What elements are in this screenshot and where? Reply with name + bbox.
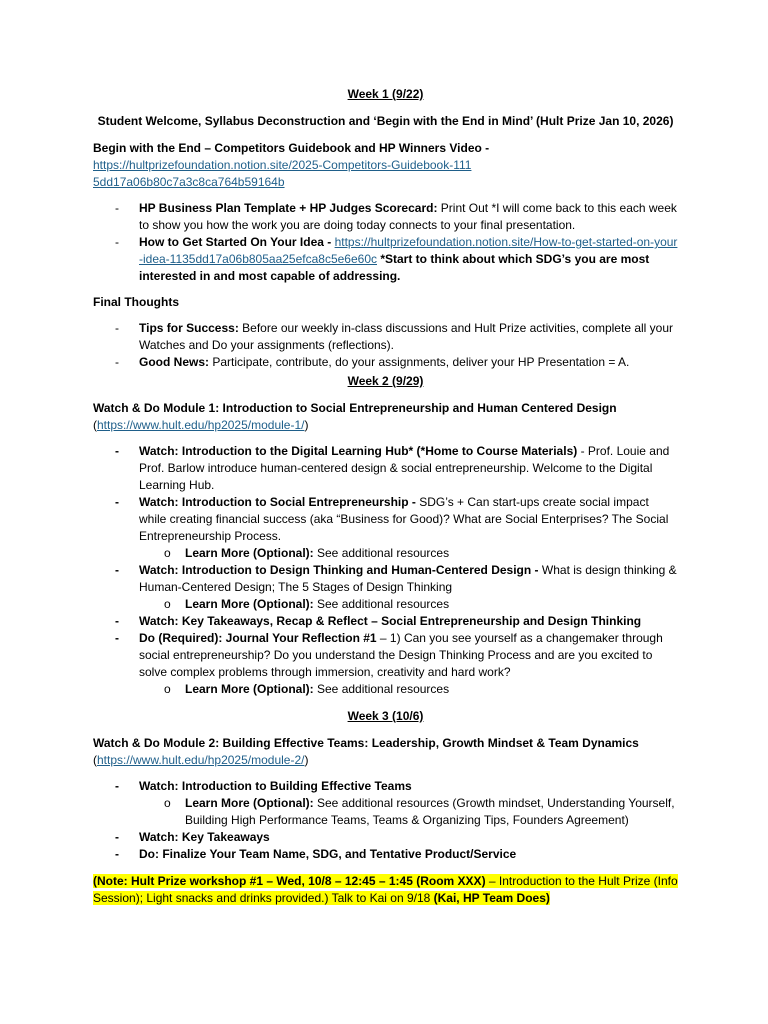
tips-list (93, 320, 678, 371)
week1-list (93, 200, 678, 285)
week2-module-title: Watch & Do Module 1: Introduction to Social Entrepreneurship and Human Centered Design (93, 401, 617, 415)
list-item: - Watch: Introduction to the Digital Learning Hub* (*Home to Course Materials) - Prof. Louie and Prof. Barlow introduce human-centered design & social entrepreneurship. Welcome to the Digital Learning Hub. (115, 444, 670, 492)
list-item: - Watch: Introduction to Design Thinking and Human-Centered Design - What is design thinking & Human-Centered Design; The 5 Stages of Design Thinking (115, 563, 677, 594)
week2-heading: Week 2 (9/29) (347, 374, 424, 388)
module2-link[interactable]: https://www.hult.edu/hp2025/module-2/ (97, 753, 305, 767)
list-item: - Do: Finalize Your Team Name, SDG, and Tentative Product/Service (115, 847, 517, 861)
list-item: - Tips for Success: Before our weekly in-class discussions and Hult Prize activities, complete all your Watches and Do your assignments (reflections). (115, 321, 674, 352)
list-item: - Watch: Key Takeaways (115, 830, 270, 844)
begin-label: Begin with the End – Competitors Guidebook and HP Winners Video - (93, 141, 490, 155)
week1-title: Student Welcome, Syllabus Deconstruction and ‘Begin with the End in Mind’ (Hult Prize Jan 10, 2026) (97, 114, 674, 128)
week3-module-link-line: (https://www.hult.edu/hp2025/module-2/) (93, 753, 309, 767)
week2-module-link-line: (https://www.hult.edu/hp2025/module-1/) (93, 418, 309, 432)
list-item: - Watch: Introduction to Building Effective Teams (115, 779, 412, 793)
final-thoughts-heading: Final Thoughts (93, 295, 179, 309)
list-item: o Learn More (Optional): See additional resources (164, 597, 450, 611)
list-item: o Learn More (Optional): See additional resources (164, 546, 450, 560)
list-item: o Learn More (Optional): See additional resources (Growth mindset, Understanding Yourself, Building High Performance Teams, Teams & Organizing Tips, Founders Agreement) (164, 796, 675, 827)
list-item: - Watch: Introduction to Social Entrepreneurship - SDG’s + Can start-ups create social impact while creating financial success (aka “Business for Good)? What are Social Enterprises? The Social Entrepreneurship Process. (115, 495, 669, 543)
week1-heading: Week 1 (9/22) (347, 87, 424, 101)
get-started-link[interactable]: https://hultprizefoundation.notion.site/How-to-get-started-on-your-idea-1135dd17a06b805aa25efca8c5e6e60c (139, 235, 678, 266)
guidebook-link[interactable]: https://hultprizefoundation.notion.site/2025-Competitors-Guidebook-1115dd17a06b80c7a3c8ca764b59164b (93, 158, 472, 189)
list-item: - Watch: Key Takeaways, Recap & Reflect – Social Entrepreneurship and Design Thinking (115, 614, 642, 628)
document-page (93, 86, 678, 907)
module1-link[interactable]: https://www.hult.edu/hp2025/module-1/ (97, 418, 305, 432)
workshop-note: (Note: Hult Prize workshop #1 – Wed, 10/8 – 12:45 – 1:45 (Room XXX) – Introduction to the Hult Prize (Info Session); Light snacks and drinks provided.) Talk to Kai on 9/18 (Kai, HP Team Does) (93, 874, 678, 905)
week3-heading: Week 3 (10/6) (347, 709, 424, 723)
list-item: - How to Get Started On Your Idea - https://hultprizefoundation.notion.site/How-to-get-started-on-your-idea-1135dd17a06b805aa25efca8c5e6e60c *Start to think about which SDG’s you are most interested in and most capable of addressing. (115, 235, 678, 283)
list-item: o Learn More (Optional): See additional resources (164, 682, 450, 696)
week2-list (93, 443, 678, 698)
list-item: - HP Business Plan Template + HP Judges Scorecard: Print Out *I will come back to this each week to show you how the work you are doing today connects to your final presentation. (115, 201, 677, 232)
list-item: - Do (Required): Journal Your Reflection #1 – 1) Can you see yourself as a changemaker through social entrepreneurship? Do you understand the Design Thinking Process and are you excited to solve complex problems through immersion, creativity and hard work? (115, 631, 663, 679)
week3-list (93, 778, 678, 863)
week3-module-title: Watch & Do Module 2: Building Effective Teams: Leadership, Growth Mindset & Team Dynamics (93, 736, 639, 750)
list-item: - Good News: Participate, contribute, do your assignments, deliver your HP Presentation = A. (115, 355, 630, 369)
